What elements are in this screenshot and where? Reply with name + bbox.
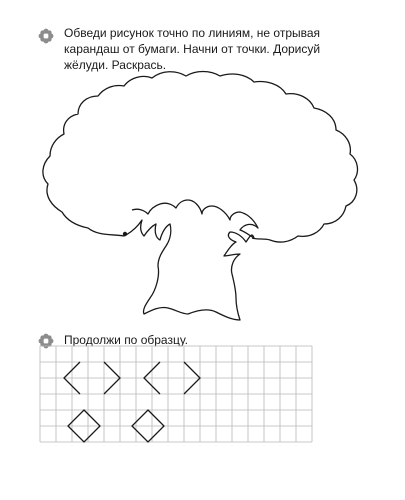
task-2-instruction: Продолжи по образцу. [64, 333, 188, 347]
grid-lines [40, 346, 312, 442]
task-1-instruction: Обведи рисунок точно по линиям, не отрывая карандаш от бумаги. Начни от точки. Дорисуй жёлуди. Раскрась. [64, 26, 321, 72]
